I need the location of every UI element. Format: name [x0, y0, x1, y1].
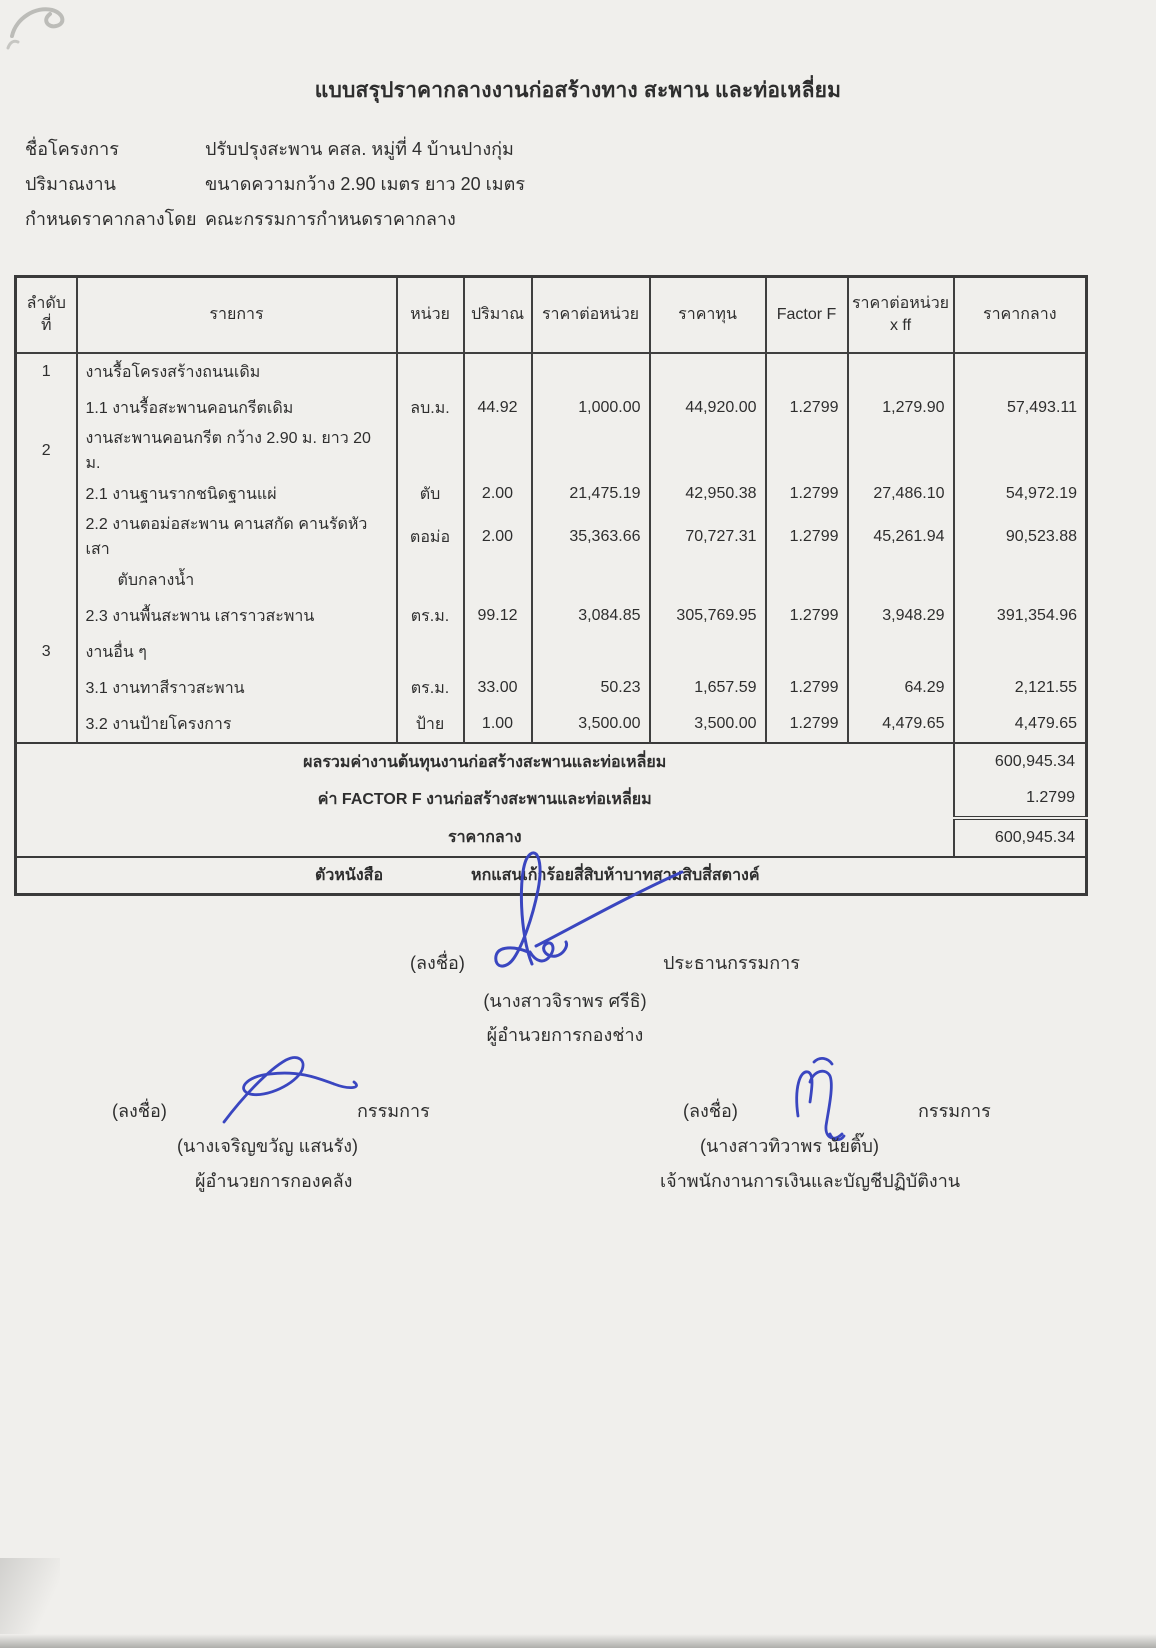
cell-factor: 1.2799 — [766, 512, 848, 562]
header-no — [16, 277, 77, 354]
cell-unit: ตับ — [397, 476, 464, 512]
cell-qty: 44.92 — [464, 390, 532, 426]
cell-factor: 1.2799 — [766, 476, 848, 512]
cell-upff — [848, 353, 954, 390]
sign-position-chairman: ผู้อำนวยการกองช่าง — [486, 1025, 644, 1045]
cell-unit-price — [532, 562, 650, 598]
cell-unit-price — [532, 426, 650, 476]
cell-unit: ตร.ม. — [397, 670, 464, 706]
header-no-line2: ที่ — [40, 317, 52, 334]
sign-prefix-chairman: (ลงชื่อ) — [410, 953, 465, 973]
cell-middle — [954, 562, 1087, 598]
header-upff-line2: x ff — [889, 317, 912, 334]
cell-upff — [848, 634, 954, 670]
cell-cost — [650, 562, 766, 598]
sign-position-member-right: เจ้าพนักงานการเงินและบัญชีปฏิบัติงาน — [660, 1171, 961, 1191]
cell-cost: 70,727.31 — [650, 512, 766, 562]
cell-middle: 54,972.19 — [954, 476, 1087, 512]
summary-row-factor-f — [16, 780, 1087, 818]
info-label: ชื่อโครงการ — [25, 139, 119, 159]
cell-unit: ลบ.ม. — [397, 390, 464, 426]
cell-factor — [766, 426, 848, 476]
header-item: รายการ — [77, 277, 397, 354]
summary-label: ราคากลาง — [16, 818, 954, 857]
info-label: กำหนดราคากลางโดย — [25, 209, 197, 229]
signature-icon-member-left — [200, 1052, 375, 1130]
cell-item: 2.1 งานฐานรากชนิดฐานแผ่ — [77, 476, 397, 512]
cell-no — [16, 476, 77, 512]
cell-unit-price: 3,500.00 — [532, 706, 650, 743]
header-cost: ราคาทุน — [650, 277, 766, 354]
cell-middle — [954, 353, 1087, 390]
cell-unit-price — [532, 353, 650, 390]
cell-unit-price — [532, 634, 650, 670]
info-row-price-setter — [25, 201, 525, 236]
cell-upff: 4,479.65 — [848, 706, 954, 743]
cell-upff: 1,279.90 — [848, 390, 954, 426]
cell-item: ตับกลางน้ำ — [77, 562, 397, 598]
cell-item: งานสะพานคอนกรีต กว้าง 2.90 ม. ยาว 20 ม. — [77, 426, 397, 476]
header-no-line1: ลำดับ — [26, 295, 66, 313]
summary-value: 600,945.34 — [954, 818, 1087, 857]
cell-factor: 1.2799 — [766, 598, 848, 634]
cell-factor: 1.2799 — [766, 670, 848, 706]
cell-unit — [397, 634, 464, 670]
header-unit-price-ff — [848, 277, 954, 354]
info-value: คณะกรรมการกำหนดราคากลาง — [205, 209, 456, 229]
cell-qty: 33.00 — [464, 670, 532, 706]
cell-cost: 42,950.38 — [650, 476, 766, 512]
cell-no — [16, 562, 77, 598]
cell-upff — [848, 426, 954, 476]
sign-name-member-right: (นางสาวทิวาพร นัยติ๊บ) — [700, 1136, 879, 1156]
cell-no — [16, 598, 77, 634]
cell-qty — [464, 562, 532, 598]
cell-qty: 2.00 — [464, 476, 532, 512]
summary-label: ผลรวมค่างานต้นทุนงานก่อสร้างสะพานและท่อเหลี่ยม — [16, 743, 954, 780]
cell-item: 2.3 งานพื้นสะพาน เสาราวสะพาน — [77, 598, 397, 634]
sign-role-chairman: ประธานกรรมการ — [663, 953, 800, 973]
cell-factor: 1.2799 — [766, 706, 848, 743]
cell-no — [16, 706, 77, 743]
header-upff-line1: ราคาต่อหน่วย — [851, 295, 950, 313]
sign-name-member-left: (นางเจริญขวัญ แสนรัง) — [177, 1136, 358, 1156]
info-value: ขนาดความกว้าง 2.90 เมตร ยาว 20 เมตร — [205, 174, 526, 194]
summary-value: 1.2799 — [954, 780, 1087, 818]
cell-unit — [397, 426, 464, 476]
info-row-project-name — [25, 131, 525, 166]
cell-middle — [954, 634, 1087, 670]
cell-middle: 2,121.55 — [954, 670, 1087, 706]
cell-middle: 57,493.11 — [954, 390, 1087, 426]
project-info-block — [25, 131, 525, 236]
header-middle-price: ราคากลาง — [954, 277, 1087, 354]
cell-qty: 2.00 — [464, 512, 532, 562]
header-unit-price: ราคาต่อหน่วย — [532, 277, 650, 354]
cell-unit-price: 3,084.85 — [532, 598, 650, 634]
cell-factor: 1.2799 — [766, 390, 848, 426]
cell-upff — [848, 562, 954, 598]
header-unit: หน่วย — [397, 277, 464, 354]
cell-item: 2.2 งานตอม่อสะพาน คานสกัด คานรัดหัวเสา — [77, 512, 397, 562]
info-label: ปริมาณงาน — [25, 174, 116, 194]
cell-unit-price: 21,475.19 — [532, 476, 650, 512]
table-row-item-2-3 — [16, 598, 1087, 634]
cell-qty: 1.00 — [464, 706, 532, 743]
cell-qty — [464, 353, 532, 390]
table-row-section-1 — [16, 353, 1087, 390]
table-row-section-2 — [16, 426, 1087, 476]
page-title: แบบสรุปราคากลางงานก่อสร้างทาง สะพาน และท่อเหลี่ยม — [314, 79, 842, 102]
amount-in-words-label: ตัวหนังสือ — [315, 867, 384, 884]
cell-middle: 4,479.65 — [954, 706, 1087, 743]
price-summary-table — [14, 275, 1088, 896]
header-quantity: ปริมาณ — [464, 277, 532, 354]
cell-no: 2 — [16, 426, 77, 476]
cell-factor — [766, 634, 848, 670]
scan-artifact-bottom-edge — [0, 1634, 1156, 1648]
cell-cost: 305,769.95 — [650, 598, 766, 634]
sign-position-member-left: ผู้อำนวยการกองคลัง — [195, 1171, 353, 1191]
cell-upff: 64.29 — [848, 670, 954, 706]
cell-unit: ตร.ม. — [397, 598, 464, 634]
scan-artifact-corner-curl — [6, 2, 78, 52]
cell-item: งานรื้อโครงสร้างถนนเดิม — [77, 353, 397, 390]
cell-qty — [464, 634, 532, 670]
sign-name-chairman: (นางสาวจิราพร ศรีธิ) — [483, 991, 647, 1011]
header-factor-f: Factor F — [766, 277, 848, 354]
table-row-item-2-2 — [16, 512, 1087, 562]
cell-item: 3.2 งานป้ายโครงการ — [77, 706, 397, 743]
cell-factor — [766, 353, 848, 390]
info-value: ปรับปรุงสะพาน คสล. หมู่ที่ 4 บ้านปางกุ่ม — [205, 139, 514, 159]
cell-cost — [650, 634, 766, 670]
cell-middle: 90,523.88 — [954, 512, 1087, 562]
table-row-item-2-2-continued — [16, 562, 1087, 598]
table-header-row — [16, 277, 1087, 354]
table-row-section-3 — [16, 634, 1087, 670]
sign-prefix-member-right: (ลงชื่อ) — [683, 1101, 738, 1121]
cell-unit: ตอม่อ — [397, 512, 464, 562]
cell-unit-price: 35,363.66 — [532, 512, 650, 562]
cell-no: 1 — [16, 353, 77, 390]
cell-no — [16, 670, 77, 706]
sign-role-member-left: กรรมการ — [357, 1101, 430, 1121]
table-row-item-1-1 — [16, 390, 1087, 426]
cell-item: งานอื่น ๆ — [77, 634, 397, 670]
table-row-item-3-1 — [16, 670, 1087, 706]
cell-middle — [954, 426, 1087, 476]
cell-no — [16, 390, 77, 426]
cell-no: 3 — [16, 634, 77, 670]
cell-upff: 27,486.10 — [848, 476, 954, 512]
cell-item: 3.1 งานทาสีราวสะพาน — [77, 670, 397, 706]
cell-upff: 3,948.29 — [848, 598, 954, 634]
sign-prefix-member-left: (ลงชื่อ) — [112, 1101, 167, 1121]
cell-cost — [650, 353, 766, 390]
table-row-item-2-1 — [16, 476, 1087, 512]
cell-cost: 3,500.00 — [650, 706, 766, 743]
cell-upff: 45,261.94 — [848, 512, 954, 562]
summary-value: 600,945.34 — [954, 743, 1087, 780]
info-row-work-quantity — [25, 166, 525, 201]
summary-row-cost-total — [16, 743, 1087, 780]
cell-unit-price: 50.23 — [532, 670, 650, 706]
table-row-item-3-2 — [16, 706, 1087, 743]
summary-label: ค่า FACTOR F งานก่อสร้างสะพานและท่อเหลี่ยม — [317, 790, 652, 808]
cell-cost: 44,920.00 — [650, 390, 766, 426]
cell-unit — [397, 353, 464, 390]
cell-factor — [766, 562, 848, 598]
cell-unit — [397, 562, 464, 598]
cell-middle: 391,354.96 — [954, 598, 1087, 634]
cell-qty — [464, 426, 532, 476]
sign-role-member-right: กรรมการ — [918, 1101, 991, 1121]
cell-qty: 99.12 — [464, 598, 532, 634]
cell-no — [16, 512, 77, 562]
cell-cost — [650, 426, 766, 476]
cell-unit-price: 1,000.00 — [532, 390, 650, 426]
cell-cost: 1,657.59 — [650, 670, 766, 706]
amount-in-words-text: หกแสนเก้าร้อยสี่สิบห้าบาทสามสิบสี่สตางค์ — [471, 867, 760, 884]
cell-unit: ป้าย — [397, 706, 464, 743]
cell-item: 1.1 งานรื้อสะพานคอนกรีตเดิม — [77, 390, 397, 426]
